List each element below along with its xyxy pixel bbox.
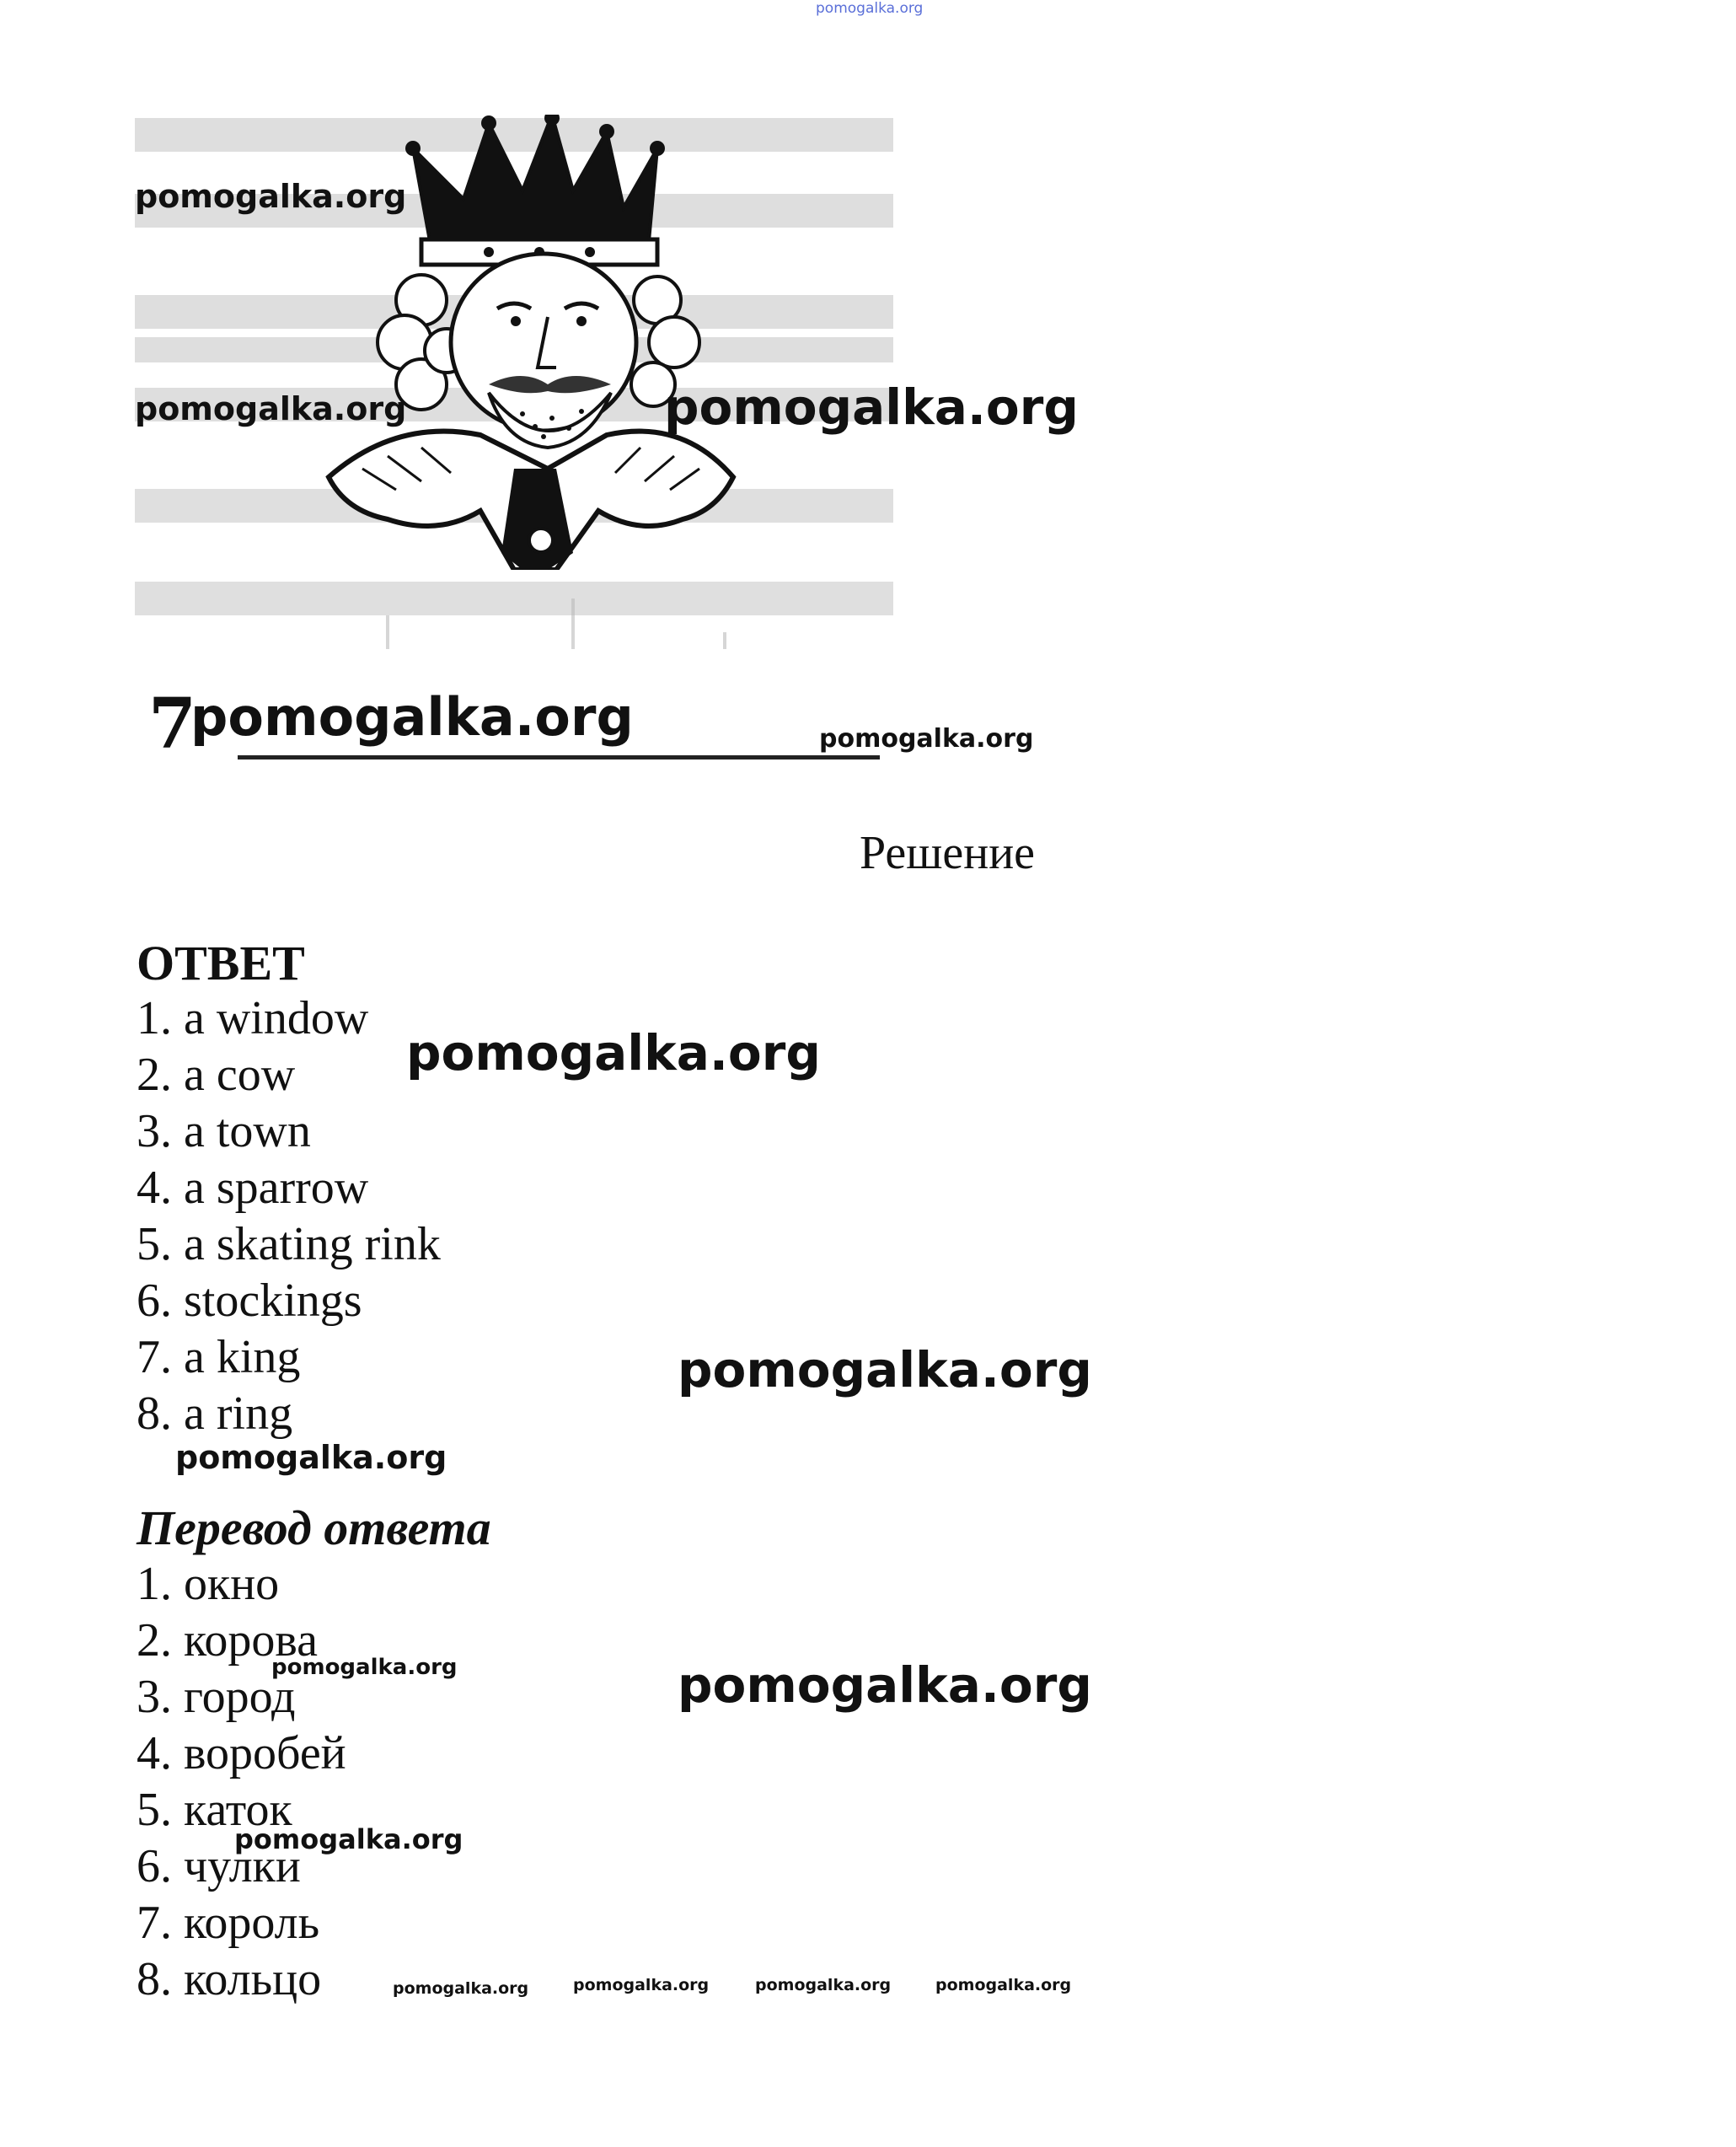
answer-item: 4. a sparrow: [137, 1162, 369, 1214]
watermark-text: pomogalka.org: [406, 1024, 821, 1082]
answer-heading: ОТВЕТ: [137, 936, 305, 990]
translation-item: 4. воробей: [137, 1727, 346, 1779]
translation-list: [137, 1556, 346, 2008]
translation-item: 6. чулки: [137, 1840, 301, 1892]
watermark-text: pomogalka.org: [135, 390, 407, 427]
translation-item: 3. город: [137, 1671, 296, 1723]
watermark-text: pomogalka.org: [135, 178, 407, 215]
translation-item: 5. каток: [137, 1784, 292, 1836]
answer-list: [137, 990, 441, 1442]
translation-item: 1. окно: [137, 1558, 280, 1610]
watermark-text: pomogalka.org: [819, 724, 1034, 754]
watermark-text: pomogalka.org: [664, 378, 1079, 436]
watermark-text: pomogalka.org: [393, 1979, 529, 1998]
answer-item: 7. a king: [137, 1331, 301, 1383]
watermark-text: pomogalka.org: [175, 1439, 447, 1476]
translation-heading: Перевод ответа: [137, 1500, 491, 1555]
watermark-text: pomogalka.org: [816, 0, 924, 17]
watermark-text: pomogalka.org: [190, 686, 634, 748]
translation-item: 2. корова: [137, 1614, 318, 1667]
answer-item: 5. a skating rink: [137, 1218, 441, 1270]
answer-item: 6. stockings: [137, 1275, 362, 1327]
watermark-text: pomogalka.org: [678, 1341, 1092, 1398]
watermark-text: pomogalka.org: [573, 1976, 710, 1994]
watermark-text: pomogalka.org: [678, 1656, 1092, 1714]
watermark-text: pomogalka.org: [271, 1655, 458, 1680]
watermark-text: pomogalka.org: [234, 1823, 463, 1855]
answer-item: 3. a town: [137, 1105, 311, 1157]
answer-item: 1. a window: [137, 992, 369, 1044]
answer-item: 8. a ring: [137, 1387, 293, 1440]
exercise-number: 7: [148, 684, 197, 765]
watermark-text: pomogalka.org: [755, 1976, 892, 1994]
translation-item: 7. король: [137, 1897, 320, 1949]
watermark-text: pomogalka.org: [935, 1976, 1072, 1994]
exercise-underline: [238, 755, 880, 760]
solution-label: Решение: [860, 827, 1036, 879]
translation-item: 8. кольцо: [137, 1953, 322, 2005]
answer-item: 2. a cow: [137, 1049, 296, 1101]
